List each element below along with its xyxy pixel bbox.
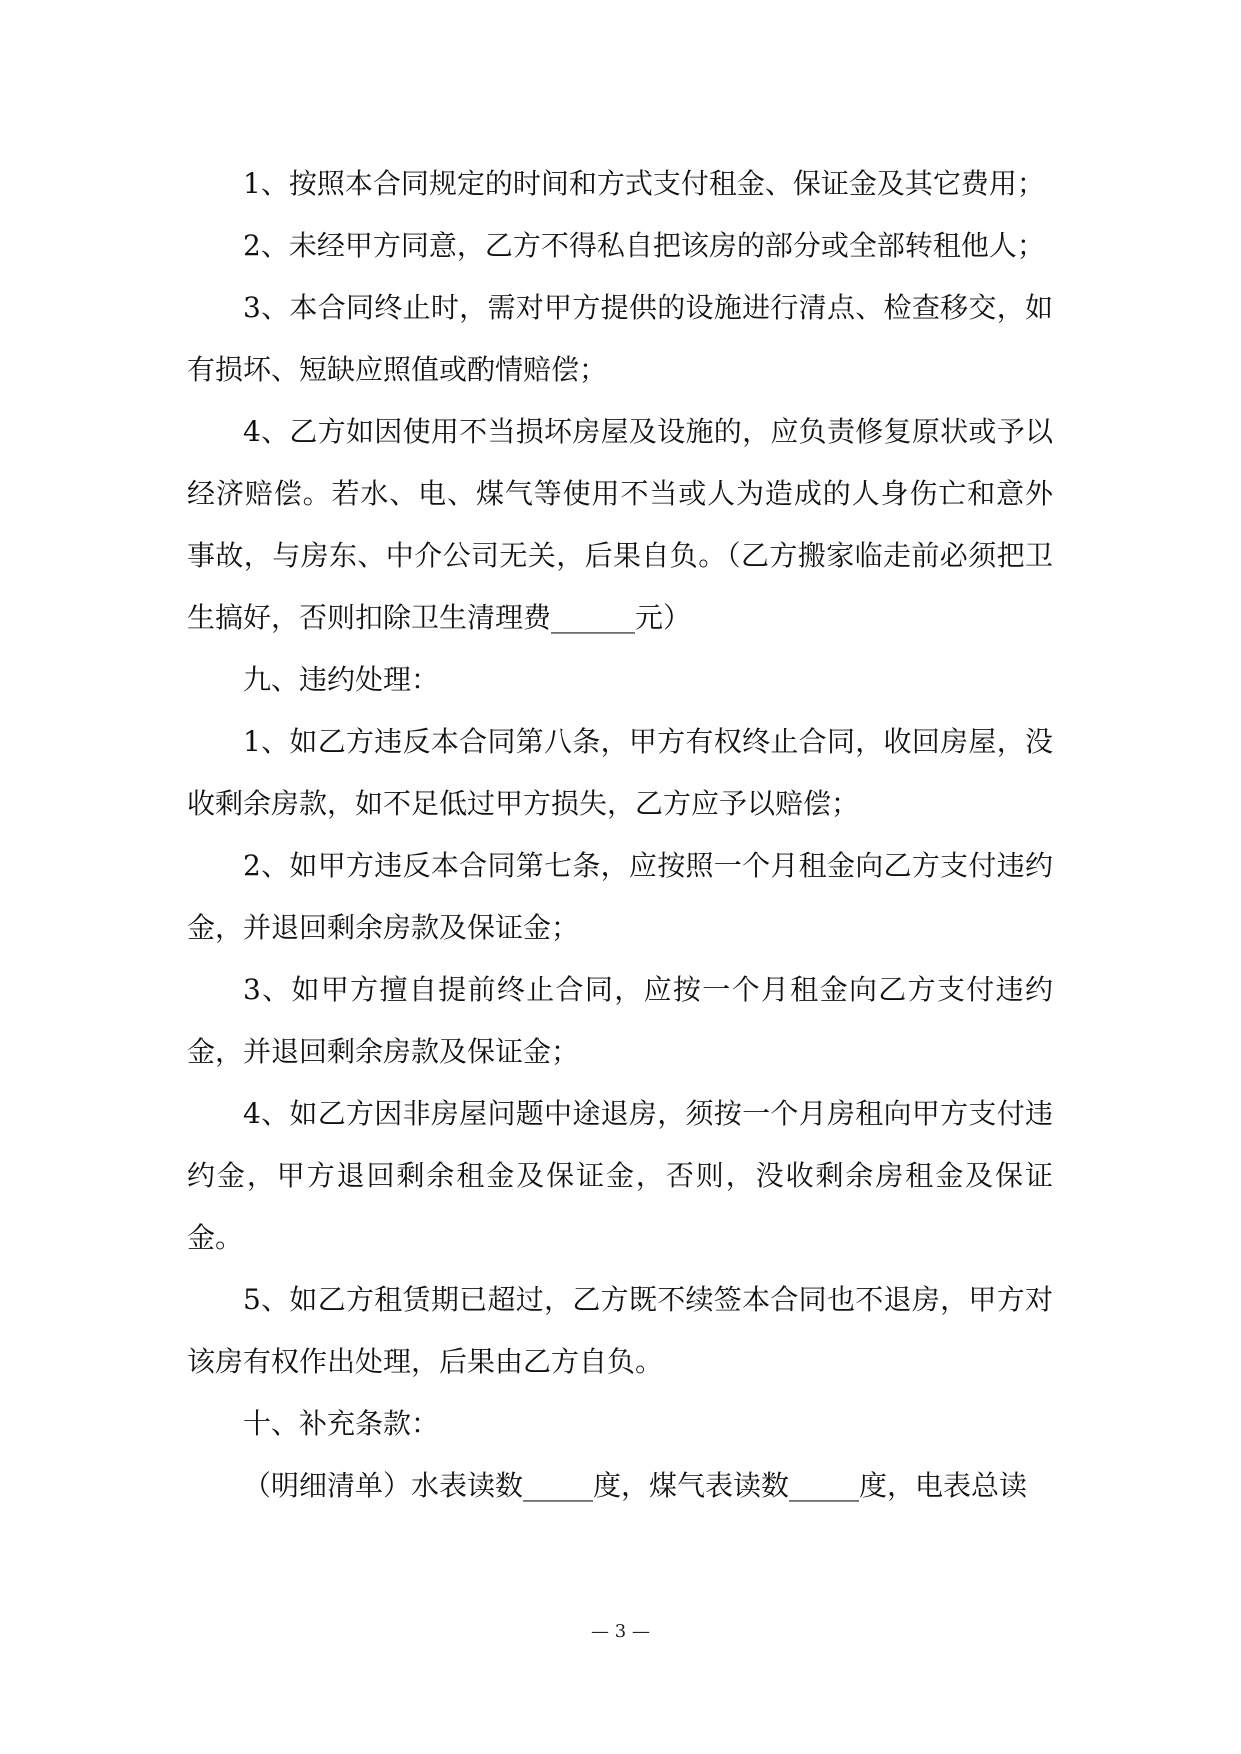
paragraph-clause-8-1: 1、按照本合同规定的时间和方式支付租金、保证金及其它费用；	[243, 167, 1045, 200]
paragraph-clause-9-4: 4、如乙方因非房屋问题中途退房，须按一个月房租向甲方支付违约金，甲方退回剩余租金及保证金，否则，没收剩余房租金及保证金。	[187, 1097, 1053, 1254]
paragraph-clause-9-3: 3、如甲方擅自提前终止合同，应按一个月租金向乙方支付违约金，并退回剩余房款及保证金；	[187, 973, 1053, 1068]
paragraph-meter-readings: （明细清单）水表读数_____度，煤气表读数_____度，电表总读	[243, 1469, 1028, 1502]
document-body	[187, 153, 1053, 1517]
paragraph-clause-8-4: 4、乙方如因使用不当损坏房屋及设施的，应负责修复原状或予以经济赔偿。若水、电、煤气等使用不当或人为造成的人身伤亡和意外事故，与房东、中介公司无关，后果自负。（乙方搬家临走前必须把卫生搞好，否则扣除卫生清理费______元）	[187, 415, 1053, 634]
section-heading-breach: 九、违约处理：	[243, 663, 440, 696]
paragraph-clause-9-1: 1、如乙方违反本合同第八条，甲方有权终止合同，收回房屋，没收剩余房款，如不足低过甲方损失，乙方应予以赔偿；	[187, 725, 1053, 820]
section-heading-supplementary: 十、补充条款：	[243, 1407, 440, 1440]
paragraph-clause-9-2: 2、如甲方违反本合同第七条，应按照一个月租金向乙方支付违约金，并退回剩余房款及保证金；	[187, 849, 1053, 944]
paragraph-clause-8-3: 3、本合同终止时，需对甲方提供的设施进行清点、检查移交，如有损坏、短缺应照值或酌情赔偿；	[187, 291, 1053, 386]
paragraph-clause-9-5: 5、如乙方租赁期已超过，乙方既不续签本合同也不退房，甲方对该房有权作出处理，后果由乙方自负。	[187, 1283, 1053, 1378]
page-number: — 3 —	[591, 1621, 650, 1642]
paragraph-clause-8-2: 2、未经甲方同意，乙方不得私自把该房的部分或全部转租他人；	[243, 229, 1045, 262]
